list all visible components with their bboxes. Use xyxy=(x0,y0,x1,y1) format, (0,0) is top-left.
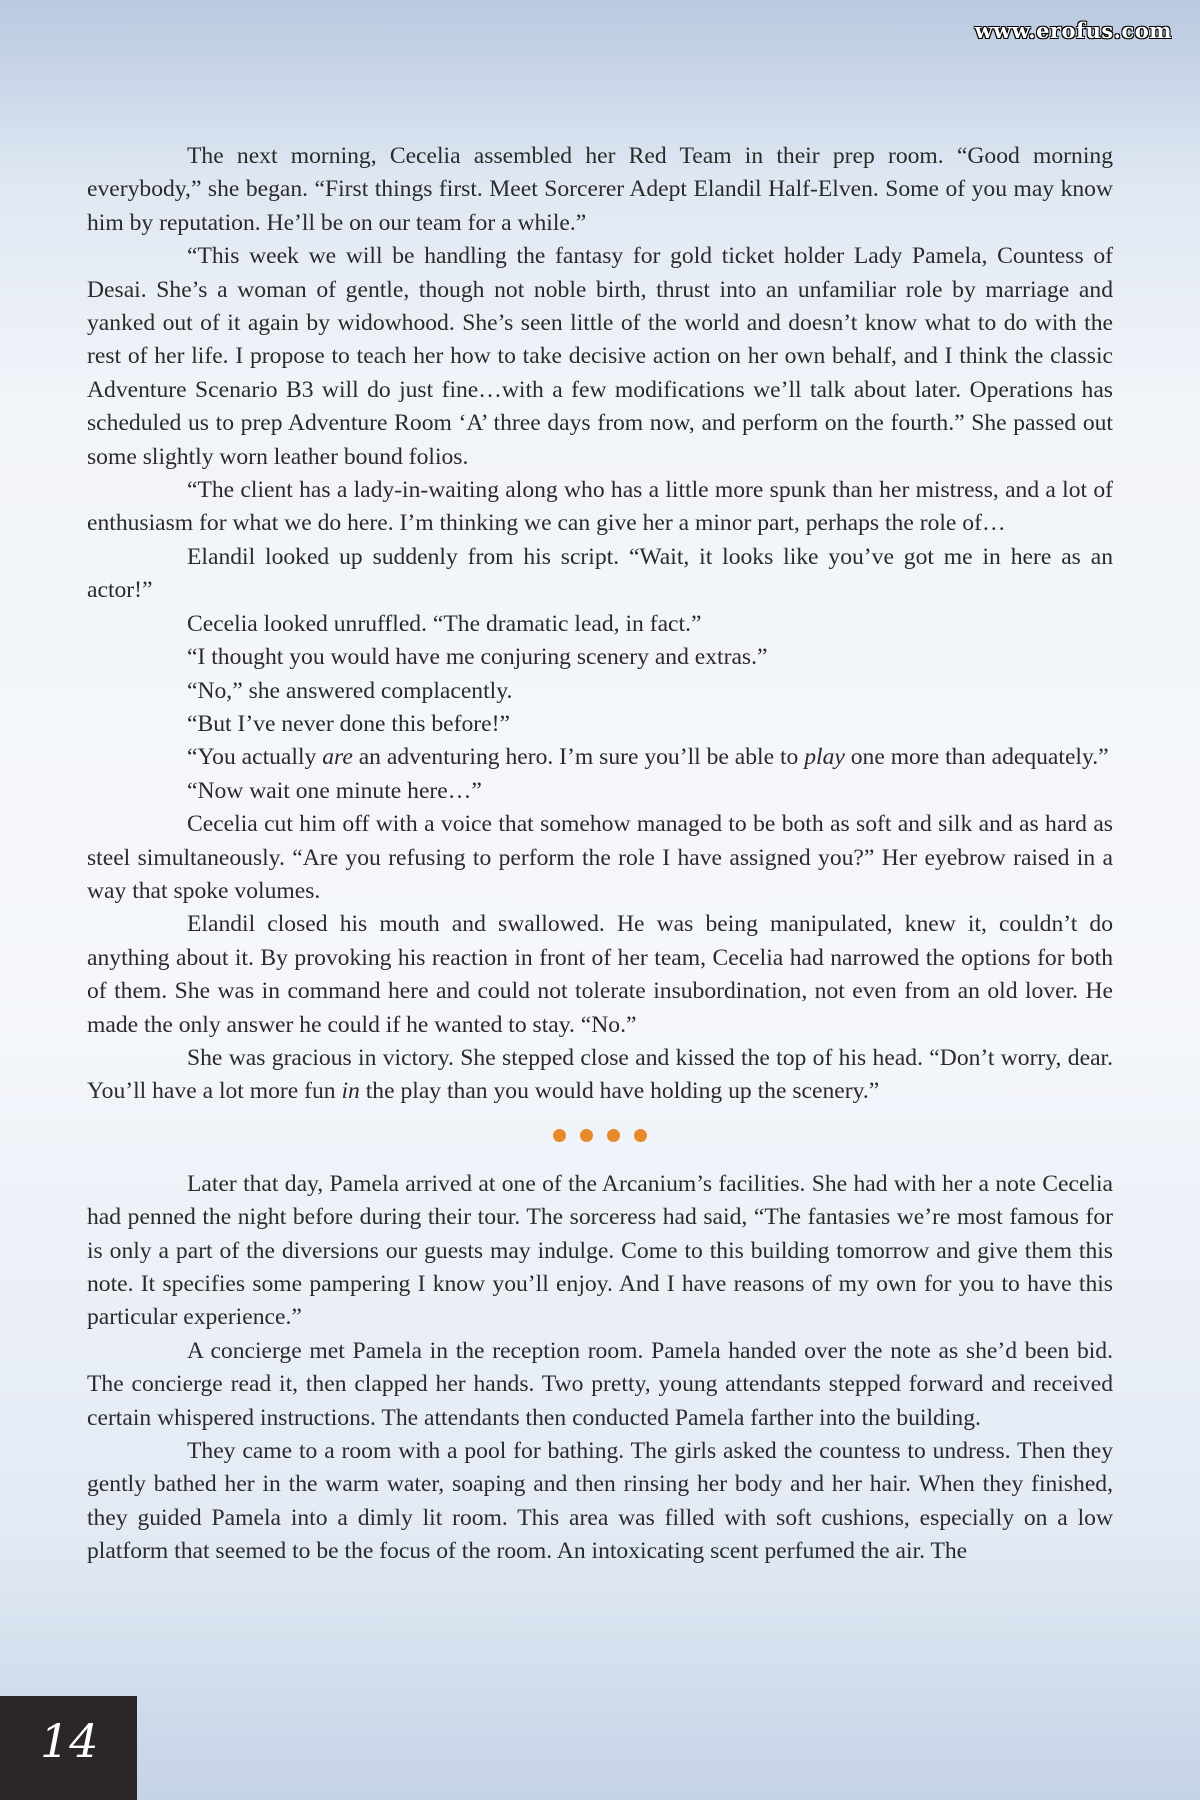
separator-dot-icon xyxy=(553,1129,566,1142)
paragraph: A concierge met Pamela in the reception room. Pamela handed over the note as she’d been bid. The concierge read it, then clapped her hands. Two pretty, young attendants stepped forward and received certain whispered instructions. The attendants then conducted Pamela farther into the building. xyxy=(87,1337,1113,1431)
paragraph: Elandil closed his mouth and swallowed. He was being manipulated, knew it, couldn’t do anything about it. By provoking his reaction in front of her team, Cecelia had narrowed the options for both of them. She was in command here and could not tolerate insubordination, not even from an old lover. He made the only answer he could if he wanted to stay. “No.” xyxy=(87,911,1113,1038)
emphasis-text: in xyxy=(341,1078,360,1105)
separator-dot-icon xyxy=(580,1129,593,1142)
paragraph xyxy=(87,741,1113,774)
paragraph: Cecelia cut him off with a voice that somehow managed to be both as soft and silk and as hard as steel simultaneously. “Are you refusing to perform the role I have assigned you?” Her eyebrow raised in a way that spoke volumes. xyxy=(87,811,1113,904)
paragraph: The next morning, Cecelia assembled her Red Team in their prep room. “Good morning everybody,” she began. “First things first. Meet Sorcerer Adept Elandil Half-Elven. Some of you may know him by reputation. He’ll be on our team for a while.” xyxy=(87,143,1113,236)
text-run: “You actually xyxy=(187,744,323,771)
paragraph: “But I’ve never done this before!” xyxy=(187,710,510,737)
story-text xyxy=(87,140,1113,1569)
page-number-box xyxy=(0,1696,137,1800)
paragraph: “Now wait one minute here…” xyxy=(187,777,482,804)
page-number: 14 xyxy=(40,1714,99,1768)
text-run: one more than adequately.” xyxy=(844,744,1109,771)
paragraph: “This week we will be handling the fantasy for gold ticket holder Lady Pamela, Countess of Desai. She’s a woman of gentle, though not noble birth, thrust into an unfamiliar role by marriage and yanked out of it again by widowhood. She’s seen little of the world and doesn’t know what to do with the rest of her life. I propose to teach her how to take decisive action on her own behalf, and I think the classic Adventure Scenario B3 will do just fine…with a few modifications we’ll talk about later. Operations has scheduled us to prep Adventure Room ‘A’ three days from now, and perform on the fourth.” She passed out some slightly worn leather bound folios. xyxy=(87,243,1113,470)
separator-dot-icon xyxy=(607,1129,620,1142)
paragraph: “I thought you would have me conjuring scenery and extras.” xyxy=(187,644,768,671)
separator-dot-icon xyxy=(634,1129,647,1142)
paragraph: They came to a room with a pool for bathing. The girls asked the countess to undress. Then they gently bathed her in the warm water, soaping and then rinsing her body and her hair. When they finished, they guided Pamela into a dimly lit room. This area was filled with soft cushions, especially on a low platform that seemed to be the focus of the room. An intoxicating scent perfumed the air. The xyxy=(87,1438,1113,1565)
emphasis-text: play xyxy=(804,744,845,771)
text-run: an adventuring hero. I’m sure you’ll be able to xyxy=(352,744,805,771)
paragraph: “The client has a lady-in-waiting along who has a little more spunk than her mistress, and a lot of enthusiasm for what we do here. I’m thinking we can give her a minor part, perhaps the role of… xyxy=(87,477,1113,537)
paragraph: “No,” she answered complacently. xyxy=(187,677,513,704)
section-separator xyxy=(87,1109,1113,1168)
text-run: She was gracious in victory. She stepped close and kissed the top of his head. “Don’t worry, dear. You’ll have a lot more fun xyxy=(87,1044,1113,1105)
paragraph xyxy=(87,1042,1113,1109)
text-run: the play than you would have holding up the scenery.” xyxy=(359,1078,880,1105)
emphasis-text: are xyxy=(322,744,353,771)
watermark-text: www.erofus.com xyxy=(974,18,1172,43)
paragraph: Elandil looked up suddenly from his script. “Wait, it looks like you’ve got me in here as an actor!” xyxy=(87,543,1113,604)
paragraph: Cecelia looked unruffled. “The dramatic lead, in fact.” xyxy=(187,610,702,637)
paragraph: Later that day, Pamela arrived at one of the Arcanium’s facilities. She had with her a note Cecelia had penned the night before during their tour. The sorceress had said, “The fantasies we’re most famous for is only a part of the diversions our guests may indulge. Come to this building tomorrow and give them this note. It specifies some pampering I know you’ll enjoy. And I have reasons of my own for you to have this particular experience.” xyxy=(87,1170,1113,1331)
